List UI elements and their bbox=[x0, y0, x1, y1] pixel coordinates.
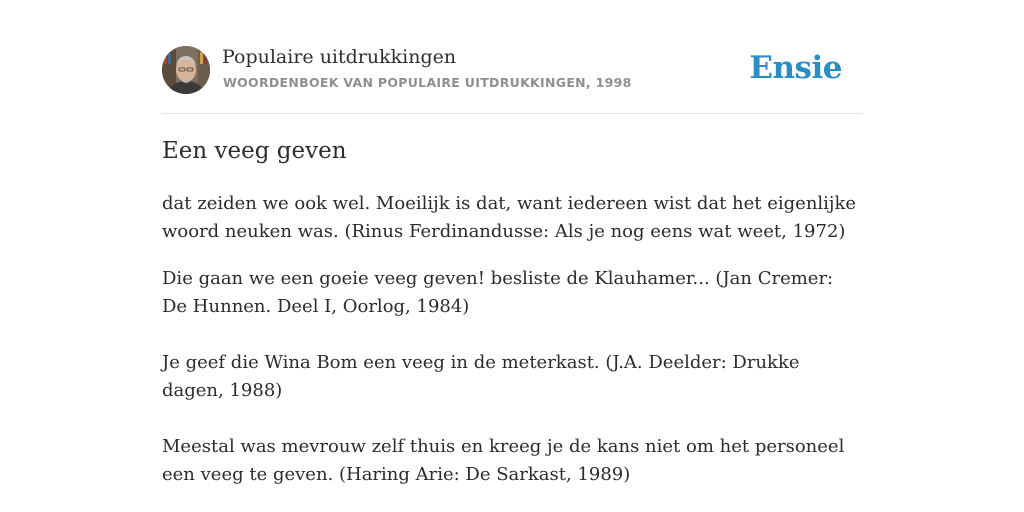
entry-paragraph: dat zeiden we ook wel. Moeilijk is dat, want iedereen wist dat het eigenlijke woord neuken was. (Rinus Ferdinandusse: Als je nog eens wat weet, 1972) bbox=[162, 193, 857, 242]
author-avatar[interactable] bbox=[162, 46, 210, 94]
entry-paragraph: Die gaan we een goeie veeg geven! besliste de Klauhamer... (Jan Cremer: De Hunnen. Deel I, Oorlog, 1984) bbox=[162, 268, 834, 317]
brand-logo[interactable]: Ensie bbox=[749, 50, 842, 86]
entry-content bbox=[162, 190, 862, 489]
entry-paragraph: Je geef die Wina Bom een veeg in de meterkast. (J.A. Deelder: Drukke dagen, 1988) bbox=[162, 352, 800, 401]
entry-paragraph: Meestal was mevrouw zelf thuis en kreeg je de kans niet om het personeel een veeg te geven. (Haring Arie: De Sarkast, 1989) bbox=[162, 436, 845, 485]
header-divider bbox=[162, 113, 862, 114]
entry-header bbox=[162, 46, 862, 96]
entry-title: Een veeg geven bbox=[162, 138, 347, 164]
source-title[interactable]: Populaire uitdrukkingen bbox=[222, 46, 457, 68]
author-portrait-icon bbox=[162, 46, 210, 94]
source-subtitle: WOORDENBOEK VAN POPULAIRE UITDRUKKINGEN, 1998 bbox=[223, 75, 632, 90]
